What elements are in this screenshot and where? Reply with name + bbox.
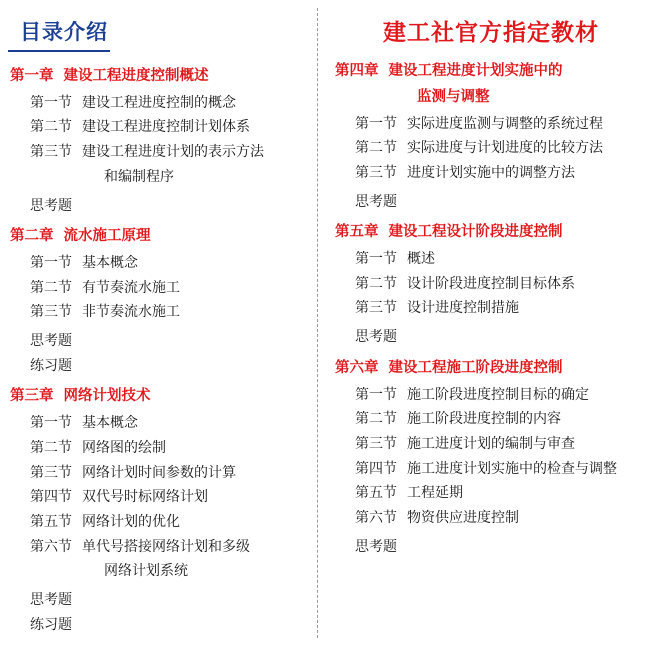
section-number: 第一节 (30, 253, 72, 270)
section-title: 施工阶段进度控制目标的确定 (407, 385, 589, 402)
exercise-item: 思考题 (355, 328, 397, 345)
spacer (333, 351, 653, 358)
section-title: 施工进度计划实施中的检查与调整 (407, 459, 617, 476)
section-number: 第二节 (355, 410, 397, 427)
section-number: 第六节 (30, 537, 72, 554)
section-title: 施工阶段进度控制的内容 (407, 410, 561, 427)
chapter-block (333, 61, 653, 212)
section-row (333, 433, 653, 455)
chapter-number: 第二章 (10, 228, 54, 245)
chapter-heading (8, 226, 317, 248)
section-row (333, 162, 653, 184)
chapter-title: 流水施工原理 (63, 228, 151, 245)
chapter-block (333, 222, 653, 348)
section-title: 实际进度监测与调整的系统过程 (407, 114, 603, 131)
chapter-title-continuation: 监测与调整 (417, 88, 490, 105)
chapter-title: 建设工程设计阶段进度控制 (388, 224, 563, 241)
section-row (333, 408, 653, 430)
section-number: 第一节 (30, 414, 72, 431)
section-title: 设计阶段进度控制目标体系 (407, 274, 575, 291)
section-row (8, 486, 317, 508)
section-row (8, 412, 317, 434)
section-row (8, 277, 317, 299)
exercise-item: 思考题 (30, 196, 72, 213)
section-title: 双代号时标网络计划 (82, 488, 208, 505)
exercise-item: 思考题 (30, 332, 72, 348)
exercise-item: 思考题 (355, 537, 397, 554)
section-title: 工程延期 (407, 484, 463, 501)
section-title: 概述 (407, 250, 435, 266)
section-number: 第一节 (355, 250, 397, 266)
section-number: 第一节 (30, 93, 72, 110)
section-title: 基本概念 (82, 253, 138, 270)
section-row (8, 92, 317, 114)
chapter-title: 建设工程进度控制概述 (63, 68, 209, 84)
section-row (333, 384, 653, 406)
chapter-title: 建设工程进度计划实施中的 (388, 63, 563, 79)
chapter-heading (333, 358, 653, 380)
right-column-title: 建工社官方指定教材 (383, 19, 599, 45)
section-number: 第三节 (30, 303, 72, 320)
section-row (333, 297, 653, 319)
exercise-item: 练习题 (30, 615, 72, 632)
chapter-heading (8, 66, 317, 88)
section-number: 第三节 (355, 163, 397, 180)
section-row (333, 273, 653, 295)
section-title-continuation: 和编制程序 (104, 167, 174, 184)
section-title: 网络计划的优化 (82, 512, 180, 529)
exercise-item: 思考题 (30, 590, 72, 607)
left-column (0, 0, 317, 648)
right-column (317, 0, 653, 648)
section-title: 物资供应进度控制 (407, 508, 519, 525)
section-row (8, 437, 317, 459)
section-title: 网络图的绘制 (82, 438, 166, 455)
section-row (333, 248, 653, 270)
section-row (8, 511, 317, 533)
section-row (333, 458, 653, 480)
chapter-title: 建设工程施工阶段进度控制 (388, 359, 563, 376)
section-number: 第四节 (355, 459, 397, 476)
section-number: 第一节 (355, 385, 397, 402)
section-number: 第五节 (30, 512, 72, 529)
column-divider (317, 8, 318, 638)
chapter-heading (8, 386, 317, 408)
section-row (333, 113, 653, 135)
section-row (333, 137, 653, 159)
chapter-heading (333, 61, 653, 83)
chapter-number: 第五章 (335, 224, 379, 241)
section-number: 第六节 (355, 508, 397, 525)
chapter-number: 第一章 (10, 68, 54, 84)
section-title: 建设工程进度计划的表示方法 (82, 143, 264, 160)
section-number: 第一节 (355, 114, 397, 131)
section-title: 网络计划时间参数的计算 (82, 463, 236, 480)
chapter-heading (333, 222, 653, 244)
section-row (333, 482, 653, 504)
section-row (8, 301, 317, 323)
section-number: 第二节 (30, 278, 72, 295)
section-number: 第三节 (355, 299, 397, 316)
section-title: 非节奏流水施工 (82, 303, 180, 320)
chapter-number: 第六章 (335, 359, 379, 376)
section-title: 有节奏流水施工 (82, 278, 180, 295)
section-title: 实际进度与计划进度的比较方法 (407, 139, 603, 156)
section-row (333, 507, 653, 529)
section-number: 第二节 (30, 118, 72, 135)
section-title: 建设工程进度控制计划体系 (82, 118, 250, 135)
section-number: 第三节 (30, 143, 72, 160)
section-title: 基本概念 (82, 414, 138, 431)
section-number: 第二节 (30, 438, 72, 455)
section-number: 第三节 (355, 434, 397, 451)
chapter-block (8, 386, 317, 635)
section-row (8, 536, 317, 558)
section-row (8, 116, 317, 138)
exercise-item: 思考题 (355, 192, 397, 209)
section-title: 建设工程进度控制的概念 (82, 93, 236, 110)
chapter-block (333, 358, 653, 558)
section-number: 第三节 (30, 463, 72, 480)
section-title-continuation: 网络计划系统 (104, 562, 188, 579)
section-number: 第四节 (30, 488, 72, 505)
chapter-title: 网络计划技术 (63, 388, 151, 405)
section-row (8, 462, 317, 484)
chapter-number: 第三章 (10, 388, 54, 405)
section-number: 第五节 (355, 484, 397, 501)
section-title: 进度计划实施中的调整方法 (407, 163, 575, 180)
section-number: 第二节 (355, 139, 397, 156)
chapter-block (8, 226, 317, 376)
section-row (8, 252, 317, 274)
section-row (8, 141, 317, 163)
exercise-item: 练习题 (30, 356, 72, 373)
section-title: 设计进度控制措施 (407, 299, 519, 316)
section-title: 施工进度计划的编制与审查 (407, 434, 575, 451)
chapter-number: 第四章 (335, 63, 379, 79)
left-column-title: 目录介绍 (8, 10, 110, 52)
section-number: 第二节 (355, 274, 397, 291)
chapter-block (8, 66, 317, 216)
spacer (8, 379, 317, 386)
section-title: 单代号搭接网络计划和多级 (82, 537, 250, 554)
spacer (8, 219, 317, 226)
spacer (333, 215, 653, 222)
